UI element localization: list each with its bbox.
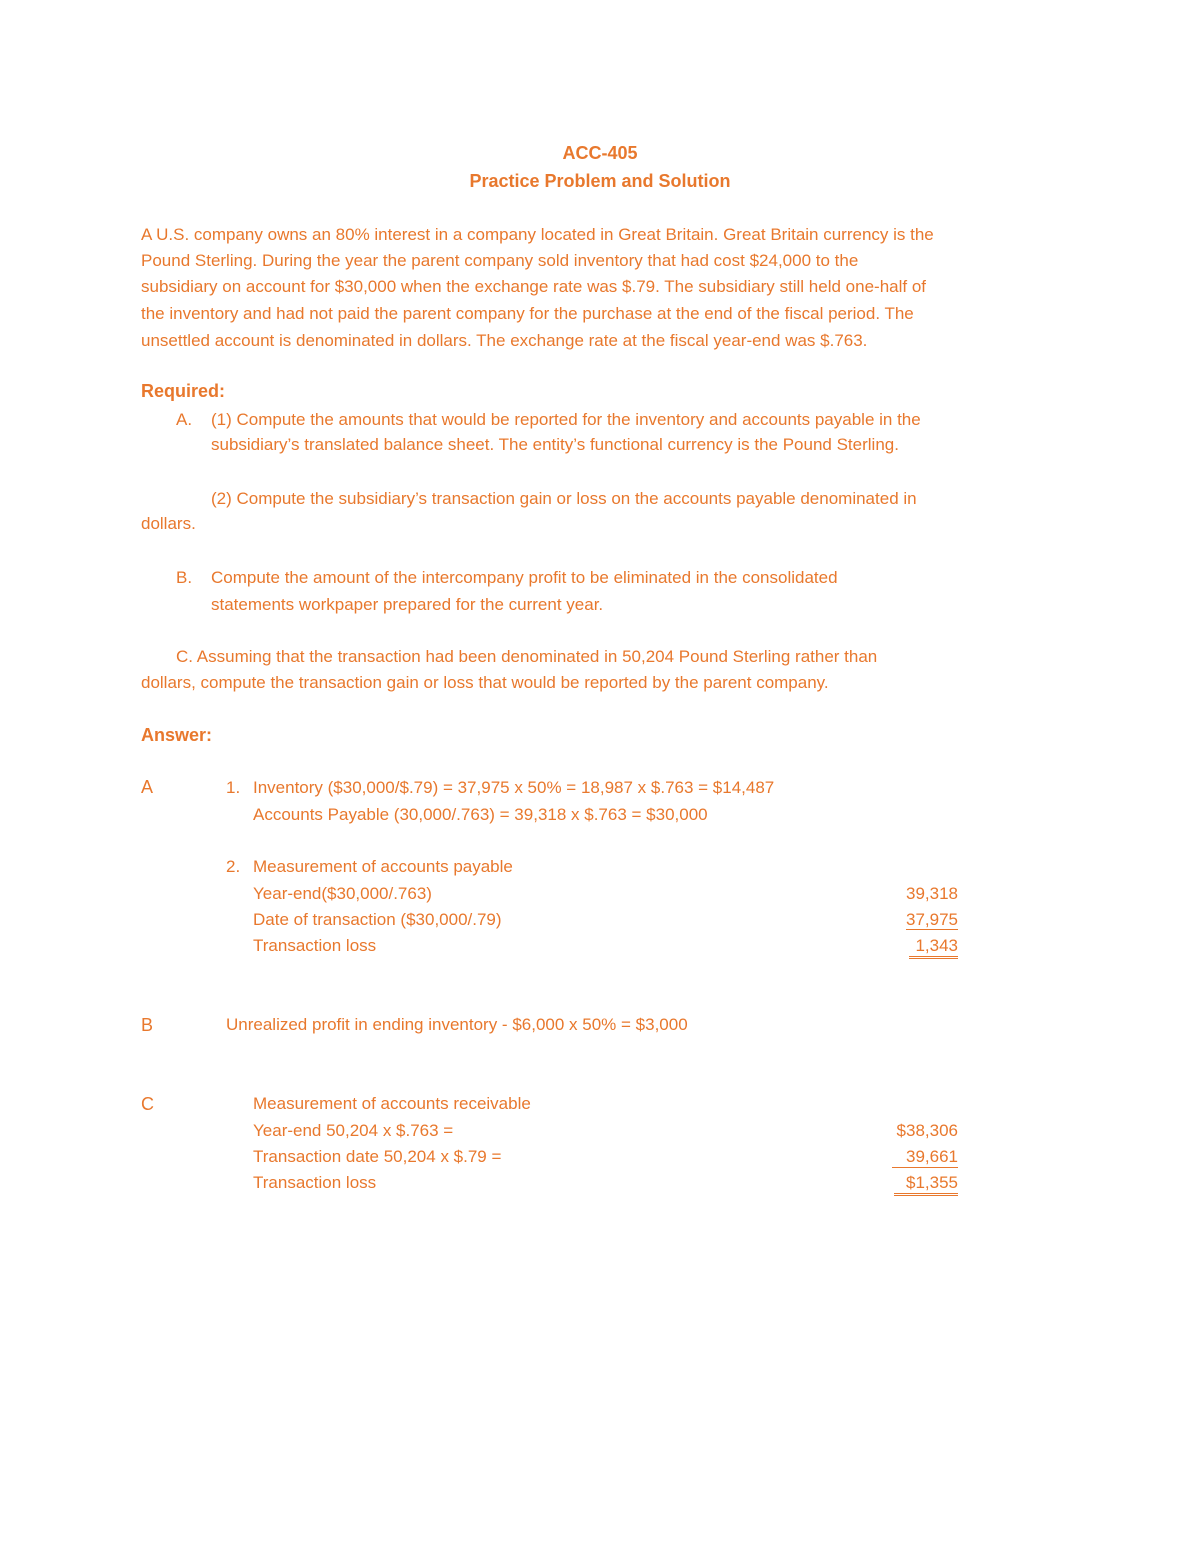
- course-code: ACC-405: [562, 143, 638, 163]
- table-row-value: $38,306: [896, 1121, 958, 1140]
- required-c-line: C. Assuming that the transaction had been denominated in 50,204 Pound Sterling rather than: [176, 647, 878, 666]
- required-a1-line: (1) Compute the amounts that would be reported for the inventory and accounts payable in the: [211, 410, 921, 429]
- table-row-label: Transaction date 50,204 x $.79 =: [253, 1147, 502, 1166]
- table-row-value: 37,975: [906, 910, 958, 929]
- table-row-value: 39,318: [906, 884, 958, 903]
- answer-a-label: A: [141, 777, 154, 797]
- answer-a-item2-number: 2.: [226, 857, 241, 876]
- required-a-marker: A.: [176, 410, 193, 429]
- answer-c-label: C: [141, 1094, 154, 1114]
- required-c-line: dollars, compute the transaction gain or loss that would be reported by the parent company.: [141, 673, 829, 692]
- answer-b-label: B: [141, 1015, 154, 1035]
- table-row-value: 1,343: [838, 936, 958, 959]
- problem-line: A U.S. company owns an 80% interest in a company located in Great Britain. Great Britain currency is the: [141, 225, 934, 244]
- table-row-label: Date of transaction ($30,000/.79): [253, 910, 502, 929]
- required-a1-line: subsidiary’s translated balance sheet. The entity’s functional currency is the Pound Sterling.: [211, 435, 899, 454]
- answer-heading: Answer:: [141, 725, 213, 745]
- required-a2-line: (2) Compute the subsidiary’s transaction gain or loss on the accounts payable denominated in: [211, 489, 917, 508]
- problem-line: Pound Sterling. During the year the parent company sold inventory that had cost $24,000 to the: [141, 251, 859, 270]
- problem-line: subsidiary on account for $30,000 when the exchange rate was $.79. The subsidiary still held one-half of: [141, 277, 927, 296]
- table-row-value: 39,661: [838, 1147, 958, 1168]
- answer-a-inventory-line: Inventory ($30,000/$.79) = 37,975 x 50% = 18,987 x $.763 = $14,487: [253, 778, 775, 797]
- required-b-line: statements workpaper prepared for the current year.: [211, 595, 604, 614]
- table-row-label: Year-end($30,000/.763): [253, 884, 432, 903]
- answer-b-text: Unrealized profit in ending inventory - $6,000 x 50% = $3,000: [226, 1015, 688, 1034]
- answer-a-item2-heading: Measurement of accounts payable: [253, 857, 513, 876]
- required-b-marker: B.: [176, 568, 193, 587]
- required-b-line: Compute the amount of the intercompany profit to be eliminated in the consolidated: [211, 568, 838, 587]
- answer-c-heading: Measurement of accounts receivable: [253, 1094, 531, 1113]
- problem-line: the inventory and had not paid the parent company for the purchase at the end of the fiscal period. The: [141, 304, 914, 323]
- document-title: Practice Problem and Solution: [469, 171, 731, 191]
- table-row-label: Transaction loss: [253, 1173, 377, 1192]
- table-row-label: Transaction loss: [253, 936, 377, 955]
- answer-a-payable-line: Accounts Payable (30,000/.763) = 39,318 x $.763 = $30,000: [253, 805, 708, 824]
- required-a2-line: dollars.: [141, 514, 196, 533]
- required-heading: Required:: [141, 381, 226, 401]
- problem-line: unsettled account is denominated in dollars. The exchange rate at the fiscal year-end was $.763.: [141, 331, 868, 350]
- table-row-value: $1,355: [838, 1173, 958, 1196]
- table-row-label: Year-end 50,204 x $.763 =: [253, 1121, 454, 1140]
- answer-a-item1-number: 1.: [226, 778, 241, 797]
